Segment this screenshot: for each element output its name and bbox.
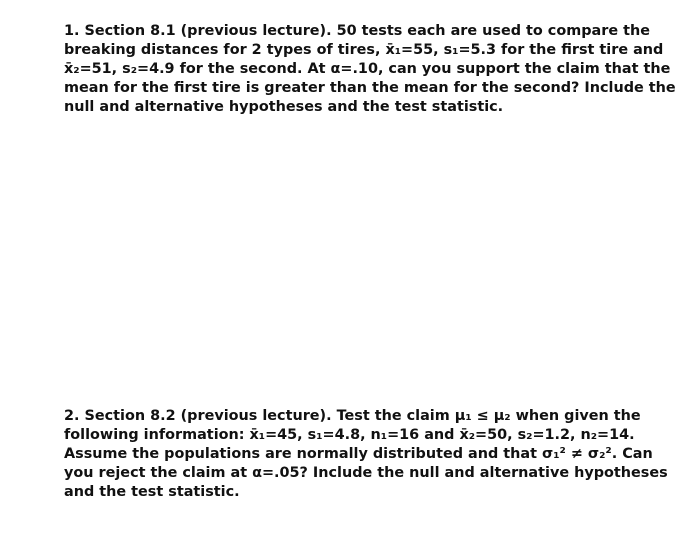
problem-2-line: following information: x̄₁=45, s₁=4.8, n₁=16 and x̄₂=50, s₂=1.2, n₂=14. (64, 427, 635, 443)
problem-1-line: x̄₂=51, s₂=4.9 for the second. At α=.10, can you support the claim that the (64, 61, 671, 77)
problem-1-line: 1. Section 8.1 (previous lecture). 50 tests each are used to compare the (64, 23, 650, 39)
problem-2-line: and the test statistic. (64, 484, 240, 500)
problem-1 (64, 22, 676, 117)
problem-2-line: you reject the claim at α=.05? Include the null and alternative hypotheses (64, 465, 668, 481)
problem-1-line: mean for the first tire is greater than the mean for the second? Include the (64, 80, 676, 96)
problem-1-line: breaking distances for 2 types of tires, x̄₁=55, s₁=5.3 for the first tire and (64, 42, 664, 58)
problem-2-line: 2. Section 8.2 (previous lecture). Test the claim μ₁ ≤ μ₂ when given the (64, 408, 641, 424)
problem-2-line: Assume the populations are normally distributed and that σ₁² ≠ σ₂². Can (64, 446, 653, 462)
problem-2 (64, 407, 668, 502)
problem-1-line: null and alternative hypotheses and the test statistic. (64, 99, 504, 115)
